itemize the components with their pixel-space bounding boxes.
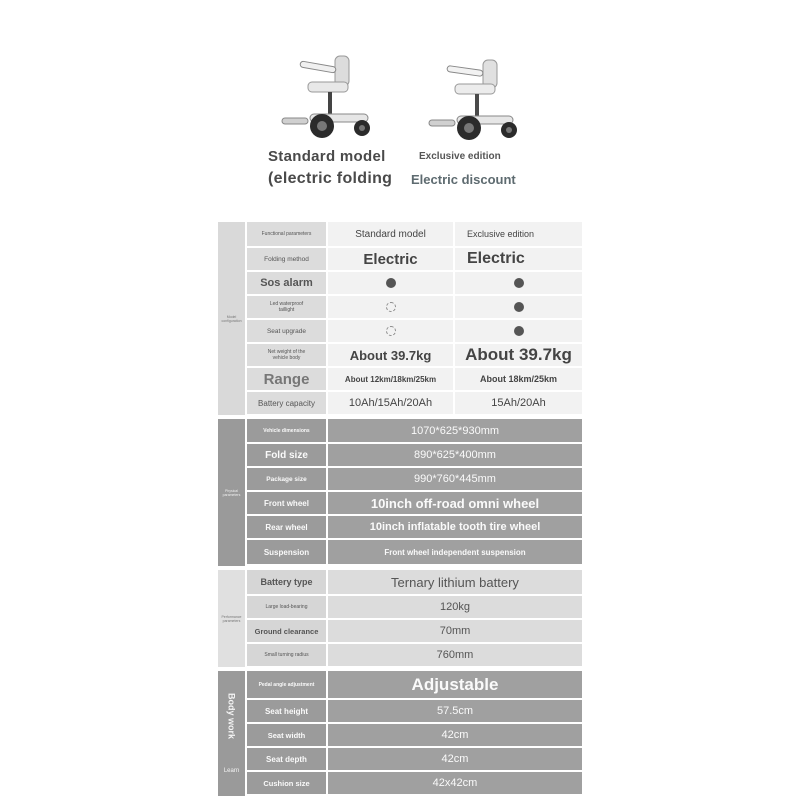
- config-section: [218, 222, 582, 415]
- dashed-circle-icon: [386, 326, 396, 336]
- filled-circle-icon: [514, 326, 524, 336]
- row-label: Seat depth: [247, 748, 326, 770]
- config-header-standard: Standard model: [328, 222, 453, 246]
- row-value: 120kg: [328, 596, 582, 618]
- row-value: 760mm: [328, 644, 582, 666]
- bodywork-side-label: Body work Learn: [218, 671, 245, 796]
- table-row: [247, 344, 582, 366]
- table-row: [247, 748, 582, 770]
- exclusive-edition-subtitle: Electric discount: [411, 172, 516, 187]
- row-label: Package size: [247, 468, 326, 490]
- row-label: Sos alarm: [247, 272, 326, 294]
- table-row: [247, 772, 582, 794]
- row-value-exclusive: Electric: [455, 248, 582, 270]
- table-row: [247, 272, 582, 294]
- physical-side-label: Physical parameters: [218, 419, 245, 566]
- row-value: Front wheel independent suspension: [328, 540, 582, 564]
- row-label: Cushion size: [247, 772, 326, 794]
- row-label: Rear wheel: [247, 516, 326, 538]
- config-header-exclusive: Exclusive edition: [455, 222, 582, 246]
- row-value: 42cm: [328, 724, 582, 746]
- table-row: [247, 620, 582, 642]
- performance-side-label: Performance parameters: [218, 570, 245, 667]
- row-label: Seat height: [247, 700, 326, 722]
- row-value: 42cm: [328, 748, 582, 770]
- row-value: 57.5cm: [328, 700, 582, 722]
- config-side-label: Model configuration: [218, 222, 245, 415]
- row-label: Pedal angle adjustment: [247, 671, 326, 698]
- config-header-label: Functional parameters: [247, 222, 326, 246]
- row-label: Vehicle dimensions: [247, 419, 326, 442]
- row-value: 10inch inflatable tooth tire wheel: [328, 516, 582, 538]
- row-label: Battery type: [247, 570, 326, 594]
- row-value: 990*760*445mm: [328, 468, 582, 490]
- row-value-standard: About 39.7kg: [328, 344, 453, 366]
- row-label: Large load-bearing: [247, 596, 326, 618]
- row-label: Folding method: [247, 248, 326, 270]
- filled-circle-icon: [386, 278, 396, 288]
- row-value-exclusive: 15Ah/20Ah: [455, 392, 582, 414]
- table-row: [247, 700, 582, 722]
- table-row: [247, 596, 582, 618]
- row-value-exclusive: About 18km/25km: [455, 368, 582, 390]
- table-row: [247, 368, 582, 390]
- filled-circle-icon: [514, 278, 524, 288]
- standard-wheelchair-image: [280, 52, 380, 142]
- table-row: [247, 419, 582, 442]
- standard-model-subtitle: (electric folding: [268, 170, 393, 187]
- exclusive-wheelchair-image: [425, 56, 525, 144]
- bodywork-section: [218, 671, 582, 796]
- row-label: Suspension: [247, 540, 326, 564]
- dashed-circle-icon: [386, 302, 396, 312]
- physical-section: [218, 419, 582, 566]
- table-row: [247, 540, 582, 564]
- row-label: Net weight of the vehicle body: [247, 344, 326, 366]
- table-row: [247, 444, 582, 466]
- table-row: [247, 570, 582, 594]
- row-value: Adjustable: [328, 671, 582, 698]
- row-value-standard: About 12km/18km/25km: [328, 368, 453, 390]
- row-value: Ternary lithium battery: [328, 570, 582, 594]
- row-value: 890*625*400mm: [328, 444, 582, 466]
- row-label: Battery capacity: [247, 392, 326, 414]
- table-row: [247, 671, 582, 698]
- config-header-row: [247, 222, 582, 246]
- row-value: 42x42cm: [328, 772, 582, 794]
- row-label: Fold size: [247, 444, 326, 466]
- table-row: [247, 320, 582, 342]
- row-value-standard: Electric: [328, 248, 453, 270]
- standard-model-title: Standard model: [268, 148, 386, 165]
- table-row: [247, 248, 582, 270]
- row-value-standard: 10Ah/15Ah/20Ah: [328, 392, 453, 414]
- table-row: [247, 516, 582, 538]
- row-label: Seat upgrade: [247, 320, 326, 342]
- row-value-exclusive: About 39.7kg: [455, 344, 582, 366]
- exclusive-edition-title: Exclusive edition: [419, 151, 501, 162]
- filled-circle-icon: [514, 302, 524, 312]
- table-row: [247, 392, 582, 414]
- table-row: [247, 296, 582, 318]
- table-row: [247, 492, 582, 514]
- performance-section: [218, 570, 582, 667]
- row-label: Small turning radius: [247, 644, 326, 666]
- row-label: Front wheel: [247, 492, 326, 514]
- row-value: 1070*625*930mm: [328, 419, 582, 442]
- row-label: Range: [247, 368, 326, 390]
- row-value: 70mm: [328, 620, 582, 642]
- row-label: Ground clearance: [247, 620, 326, 642]
- table-row: [247, 468, 582, 490]
- row-label: Led waterproof taillight: [247, 296, 326, 318]
- row-value: 10inch off-road omni wheel: [328, 492, 582, 514]
- row-label: Seat width: [247, 724, 326, 746]
- table-row: [247, 644, 582, 666]
- table-row: [247, 724, 582, 746]
